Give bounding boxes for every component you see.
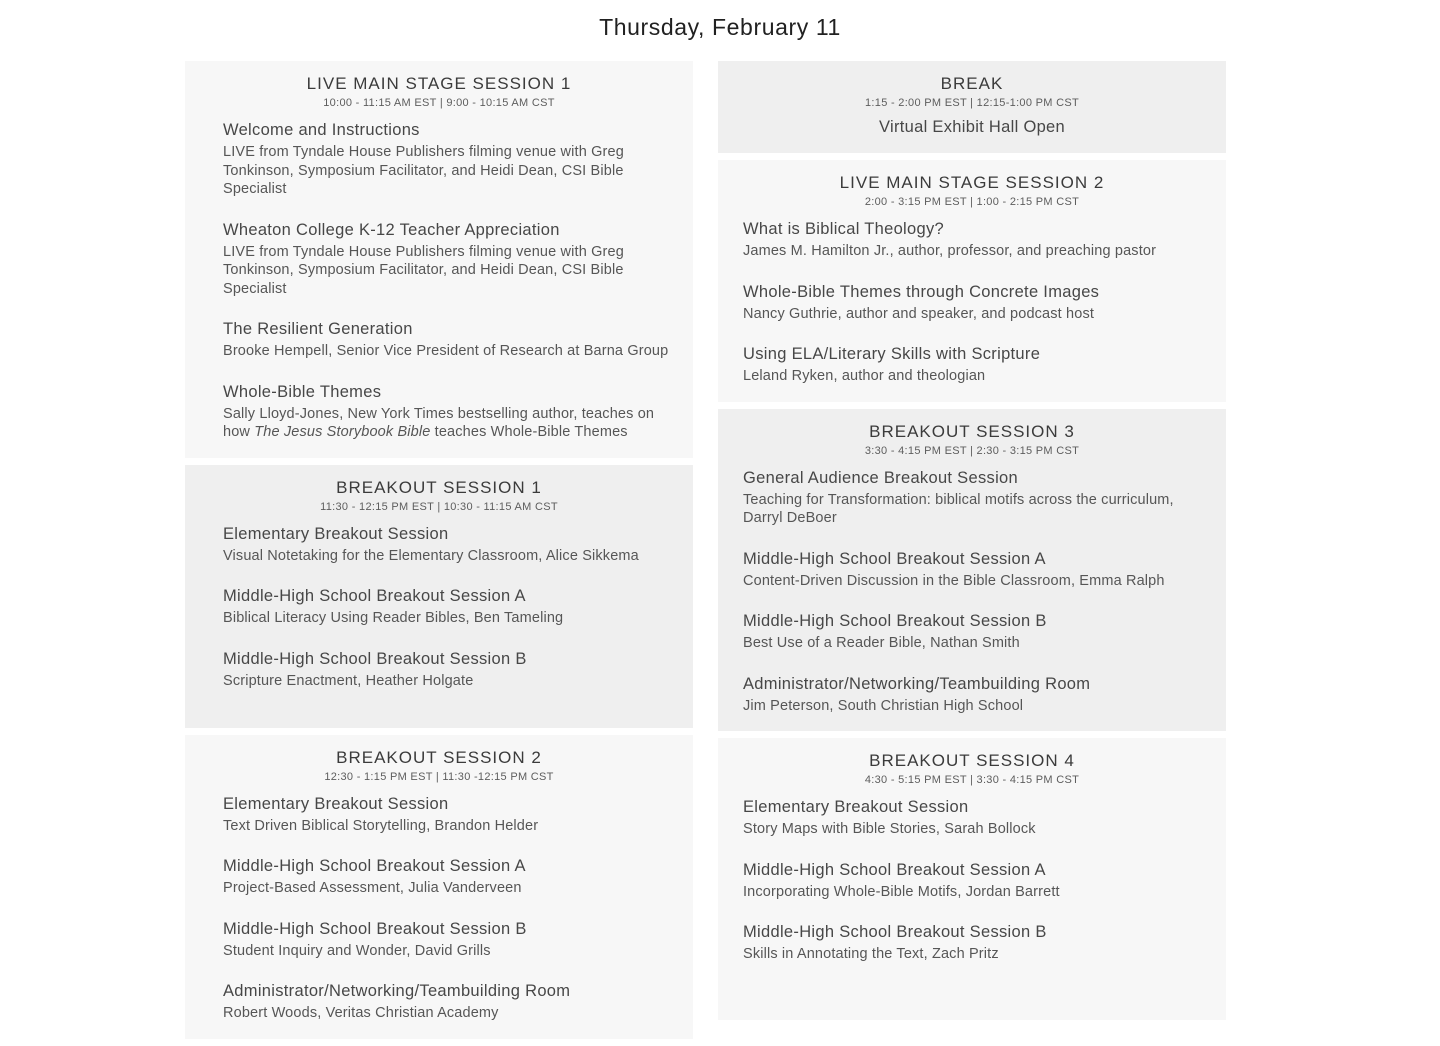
description-segment: James M. Hamilton Jr., author, professor, and preaching pastor	[743, 243, 1157, 259]
description-segment: Text Driven Biblical Storytelling, Brandon Helder	[223, 817, 539, 834]
session-item	[223, 856, 673, 898]
session-block	[185, 735, 693, 1039]
session-title: Elementary Breakout Session	[223, 524, 449, 543]
session-block-time: 10:00 - 11:15 AM EST | 9:00 - 10:15 AM CST	[323, 97, 555, 109]
session-description	[223, 942, 673, 961]
session-block-note: Virtual Exhibit Hall Open	[878, 118, 1066, 136]
session-item	[223, 794, 673, 836]
session-block	[185, 61, 693, 458]
session-item	[223, 649, 673, 691]
description-segment: Brooke Hempell, Senior Vice President of Research at Barna Group	[223, 343, 669, 359]
session-description	[743, 367, 1182, 386]
session-list	[718, 797, 1226, 964]
session-title: The Resilient Generation	[223, 320, 413, 338]
session-item	[223, 981, 673, 1023]
session-block	[185, 465, 693, 728]
column-left	[185, 61, 693, 1046]
session-description	[223, 1004, 673, 1023]
description-segment: Teaching for Transformation: biblical motifs across the curriculum, Darryl DeBoer	[743, 491, 1174, 526]
column-right	[718, 61, 1226, 1027]
session-title: Middle-High School Breakout Session A	[743, 549, 1046, 568]
session-description	[743, 820, 1182, 839]
description-segment: Visual Notetaking for the Elementary Classroom, Alice Sikkema	[223, 547, 639, 564]
session-title: General Audience Breakout Session	[743, 468, 1018, 487]
session-title: Welcome and Instructions	[223, 121, 420, 139]
description-segment: Story Maps with Bible Stories, Sarah Bollock	[743, 821, 1036, 837]
session-block-header: BREAKOUT SESSION 3	[869, 421, 1075, 441]
description-segment: Robert Woods, Veritas Christian Academy	[223, 1005, 499, 1021]
session-list	[718, 468, 1226, 716]
session-item	[743, 344, 1182, 386]
session-block-header: BREAK	[940, 74, 1004, 93]
session-title: Whole-Bible Themes	[223, 382, 382, 401]
session-description	[743, 305, 1182, 324]
description-segment: Jim Peterson, South Christian High School	[743, 697, 1024, 714]
session-description	[223, 547, 673, 566]
session-title: Administrator/Networking/Teambuilding Room	[743, 674, 1091, 693]
description-segment: Skills in Annotating the Text, Zach Pritz	[743, 946, 999, 962]
session-title: What is Biblical Theology?	[743, 220, 945, 238]
session-item	[223, 919, 673, 961]
description-segment: Nancy Guthrie, author and speaker, and podcast host	[743, 305, 1095, 322]
session-description	[223, 879, 673, 898]
session-list	[718, 219, 1226, 386]
session-item	[223, 586, 673, 628]
session-block-header: BREAKOUT SESSION 4	[869, 751, 1075, 770]
description-segment: Incorporating Whole-Bible Motifs, Jordan Barrett	[743, 883, 1060, 900]
page-title: Thursday, February 11	[599, 14, 841, 40]
description-italic-segment: The Jesus Storybook Bible	[254, 424, 431, 440]
session-description	[223, 609, 673, 628]
session-item	[223, 382, 673, 442]
session-item	[743, 611, 1182, 653]
session-block-time: 3:30 - 4:15 PM EST | 2:30 - 3:15 PM CST	[864, 444, 1080, 457]
session-item	[743, 219, 1182, 261]
session-description	[743, 491, 1182, 528]
session-description	[223, 405, 673, 442]
description-segment: Leland Ryken, author and theologian	[743, 368, 986, 384]
session-block	[718, 61, 1226, 153]
session-description	[743, 634, 1182, 653]
session-block	[718, 160, 1226, 402]
description-segment: Biblical Literacy Using Reader Bibles, Ben Tameling	[223, 610, 564, 626]
description-segment: teaches Whole-Bible Themes	[430, 424, 628, 440]
session-block-header: LIVE MAIN STAGE SESSION 2	[839, 173, 1105, 192]
session-description	[223, 243, 673, 299]
session-description	[743, 572, 1182, 591]
schedule-columns	[185, 61, 1226, 1046]
session-block-header: LIVE MAIN STAGE SESSION 1	[306, 74, 572, 93]
session-title: Middle-High School Breakout Session B	[743, 923, 1047, 941]
session-title: Middle-High School Breakout Session B	[223, 919, 527, 938]
session-block-time: 12:30 - 1:15 PM EST | 11:30 -12:15 PM CST	[324, 770, 554, 783]
session-block-header: BREAKOUT SESSION 2	[336, 747, 542, 767]
session-list	[185, 120, 693, 442]
session-description	[223, 672, 673, 691]
description-segment: LIVE from Tyndale House Publishers filming venue with Greg Tonkinson, Symposium Facilitator, and Heidi Dean, CSI Bible Specialist	[223, 144, 624, 197]
session-title: Middle-High School Breakout Session A	[223, 857, 526, 875]
session-title: Middle-High School Breakout Session A	[223, 587, 526, 605]
session-block-time: 11:30 - 12:15 PM EST | 10:30 - 11:15 AM CST	[320, 500, 558, 513]
session-item	[743, 468, 1182, 528]
session-item	[223, 524, 673, 566]
session-block-time: 4:30 - 5:15 PM EST | 3:30 - 4:15 PM CST	[864, 774, 1080, 786]
description-segment: LIVE from Tyndale House Publishers filming venue with Greg Tonkinson, Symposium Facilitator, and Heidi Dean, CSI Bible Specialist	[223, 243, 624, 297]
session-list	[185, 794, 693, 1023]
session-item	[743, 797, 1182, 839]
session-title: Middle-High School Breakout Session B	[743, 612, 1047, 630]
session-title: Elementary Breakout Session	[743, 798, 969, 816]
session-block	[718, 738, 1226, 1020]
session-item	[743, 922, 1182, 964]
session-title: Administrator/Networking/Teambuilding Room	[223, 982, 571, 1000]
session-title: Middle-High School Breakout Session A	[743, 860, 1046, 879]
description-segment: Student Inquiry and Wonder, David Grills	[223, 942, 491, 959]
description-segment: Sally Lloyd-Jones, New York Times bestselling author, teaches on how	[223, 405, 655, 440]
session-description	[223, 342, 673, 361]
session-block-time: 1:15 - 2:00 PM EST | 12:15-1:00 PM CST	[865, 97, 1079, 109]
session-block-header: BREAKOUT SESSION 1	[336, 477, 542, 497]
session-item	[223, 319, 673, 361]
description-segment: Project-Based Assessment, Julia Vanderveen	[223, 880, 522, 896]
session-description	[743, 697, 1182, 716]
session-description	[743, 883, 1182, 902]
session-title: Wheaton College K-12 Teacher Appreciation	[223, 220, 560, 239]
session-item	[743, 282, 1182, 324]
session-description	[743, 242, 1182, 261]
session-block-time: 2:00 - 3:15 PM EST | 1:00 - 2:15 PM CST	[864, 196, 1080, 208]
session-description	[743, 945, 1182, 964]
session-item	[223, 120, 673, 199]
session-description	[223, 143, 673, 199]
description-segment: Scripture Enactment, Heather Holgate	[223, 672, 474, 689]
session-description	[223, 817, 673, 836]
description-segment: Content-Driven Discussion in the Bible Classroom, Emma Ralph	[743, 572, 1165, 589]
session-item	[223, 220, 673, 299]
session-block	[718, 409, 1226, 732]
session-title: Whole-Bible Themes through Concrete Images	[743, 282, 1100, 301]
session-title: Elementary Breakout Session	[223, 794, 449, 813]
session-list	[185, 524, 693, 691]
session-item	[743, 549, 1182, 591]
session-title: Using ELA/Literary Skills with Scripture	[743, 345, 1041, 363]
session-item	[743, 860, 1182, 902]
session-item	[743, 674, 1182, 716]
session-title: Middle-High School Breakout Session B	[223, 649, 527, 668]
description-segment: Best Use of a Reader Bible, Nathan Smith	[743, 635, 1020, 651]
